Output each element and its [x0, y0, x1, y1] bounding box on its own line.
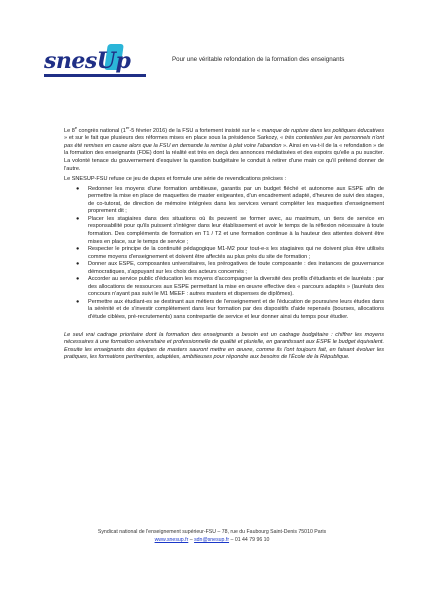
list-item	[64, 186, 384, 216]
bullet-icon: ●	[76, 246, 80, 253]
logo-underline	[44, 74, 146, 77]
intro-paragraph	[64, 124, 384, 173]
intro-a: Le 8	[64, 127, 75, 134]
intro-b: congrès national (1	[77, 127, 126, 134]
demand-text: Permettre aux étudiant-es se destinant aux métiers de l'enseignement et de l'éducation de poursuivre leurs études dans la sérénité et de s'investir complètement dans leur formation par des dispositifs d'aide repensés (bourses, allocations d'étude ciblées, pré-recrutements) sans contrepartie de service et leur donner ainsi du temps pour étudier.	[88, 298, 384, 320]
demand-text: Accorder au service public d'éducation les moyens d'accompagner la diversité des profils d'étudiants et de lauréats : par des allocations de ressources aux ESPE permettant la mise en œuvre effective des « parcours adaptés » (lauréats des concours n'ayant pas suivi le M1 MEEF : autres masters et dispenses de diplômes).	[88, 276, 384, 298]
intro-e: ». Ainsi en va-t-il de la « refondation » de la formation des enseignants (FDE) dont la réalité est très en deçà des annonces médiatisées et des espoirs qu'elle a pu susciter. La volonté tenace du gouvernement d'esquiver la question budgétaire le conduit à retirer d'une main ce qu'il prétend donner de l'autre.	[64, 142, 384, 172]
list-item	[64, 216, 384, 246]
intro-quote-1: manque de rupture dans les politiques éducatives	[261, 127, 384, 134]
footer-sep: –	[188, 537, 195, 543]
bullet-icon: ●	[76, 215, 80, 222]
email-link[interactable]: sdn@snesup.fr	[194, 537, 230, 543]
footer-address: Syndicat national de l'enseignement supérieur-FSU – 78, rue du Faubourg Saint-Denis 75010 Paris	[97, 529, 327, 535]
bullet-icon: ●	[76, 298, 80, 305]
list-item	[64, 299, 384, 322]
demands-list	[64, 186, 384, 322]
list-item	[64, 246, 384, 261]
demands-intro: Le SNESUP-FSU refuse ce jeu de dupes et formule une série de revendications précises :	[64, 176, 286, 183]
intro-a-sup: e	[74, 125, 78, 130]
demand-text: Redonner les moyens d'une formation ambitieuse, garantis par un budget fléché et autonome aux ESPE afin de permettre la mise en place de maquettes de master exigeantes, d'un encadrement adapté, d'heures de suivi des stages, de co-tutorat, de direction de mémoire intégrées dans les services venant compléter les maquettes d'enseignement proprement dit ;	[88, 185, 384, 215]
document-body	[64, 124, 384, 362]
footer-contact	[0, 536, 424, 544]
bullet-icon: ●	[76, 185, 80, 192]
footer	[0, 528, 424, 544]
intro-c: -5 février 2016) de la FSU a fortement insisté sur le «	[129, 127, 262, 134]
snesup-logo	[44, 44, 154, 80]
list-item	[64, 276, 384, 299]
conclusion-paragraph: Le seul vrai cadrage prioritaire dont la formation des enseignants a besoin est un cadrage budgétaire : chiffrer les moyens nécessaires à une formation universitaire et professionnelle de qualité et plurielle, en garantissant aux ESPE le budget équivalent. Ensuite les enseignants des équipes de masters sauront mettre en œuvre, comme ils l'ont toujours fait, en faisant évoluer les pratiques, les formations pertinentes, adaptées, ambitieuses pour répondre aux besoins de l'École de la République.	[64, 331, 384, 361]
bullet-icon: ●	[76, 276, 80, 283]
website-link[interactable]: www.snesup.fr	[154, 537, 189, 543]
intro-quote-2: très contestées par les personnels n'ont pas été remises en cause alors que la FSU en demande la remise à plat voire l'abandon	[64, 135, 384, 149]
demand-text: Respecter le principe de la continuité pédagogique M1-M2 pour tout-e-s les stagiaires qui ne doivent plus être utilisés comme moyens d'enseignement et doivent être affectés au plus près du site de formation ;	[88, 246, 384, 260]
intro-b-sup: er	[125, 125, 130, 130]
demand-text: Placer les stagiaires dans des situations où ils peuvent se former avec, au maximum, un tiers de service en responsabilité pour qu'ils puissent s'intégrer dans leur établissement et avoir le temps de la réflexion nécessaire à toute formation. Des compléments de formation en T1 / T2 et une formation continue à la hauteur des attentes doivent être mises en place, sur le temps de service ;	[88, 215, 384, 245]
logo-text: snesUp	[44, 48, 131, 74]
footer-phone: – 01 44 79 96 10	[229, 537, 270, 543]
bullet-icon: ●	[76, 261, 80, 268]
list-item	[64, 261, 384, 276]
document-title: Pour une véritable refondation de la formation des enseignants	[172, 56, 345, 63]
intro-d: » et sur le fait que plusieurs des réformes mises en place sous la présidence Sarkozy, «	[64, 135, 285, 142]
demand-text: Donner aux ESPE, composantes universitaires, les prérogatives de toute composante : des instances de gouvernance démocratiques, s'appuyant sur les choix des acteurs concernés ;	[88, 261, 384, 275]
